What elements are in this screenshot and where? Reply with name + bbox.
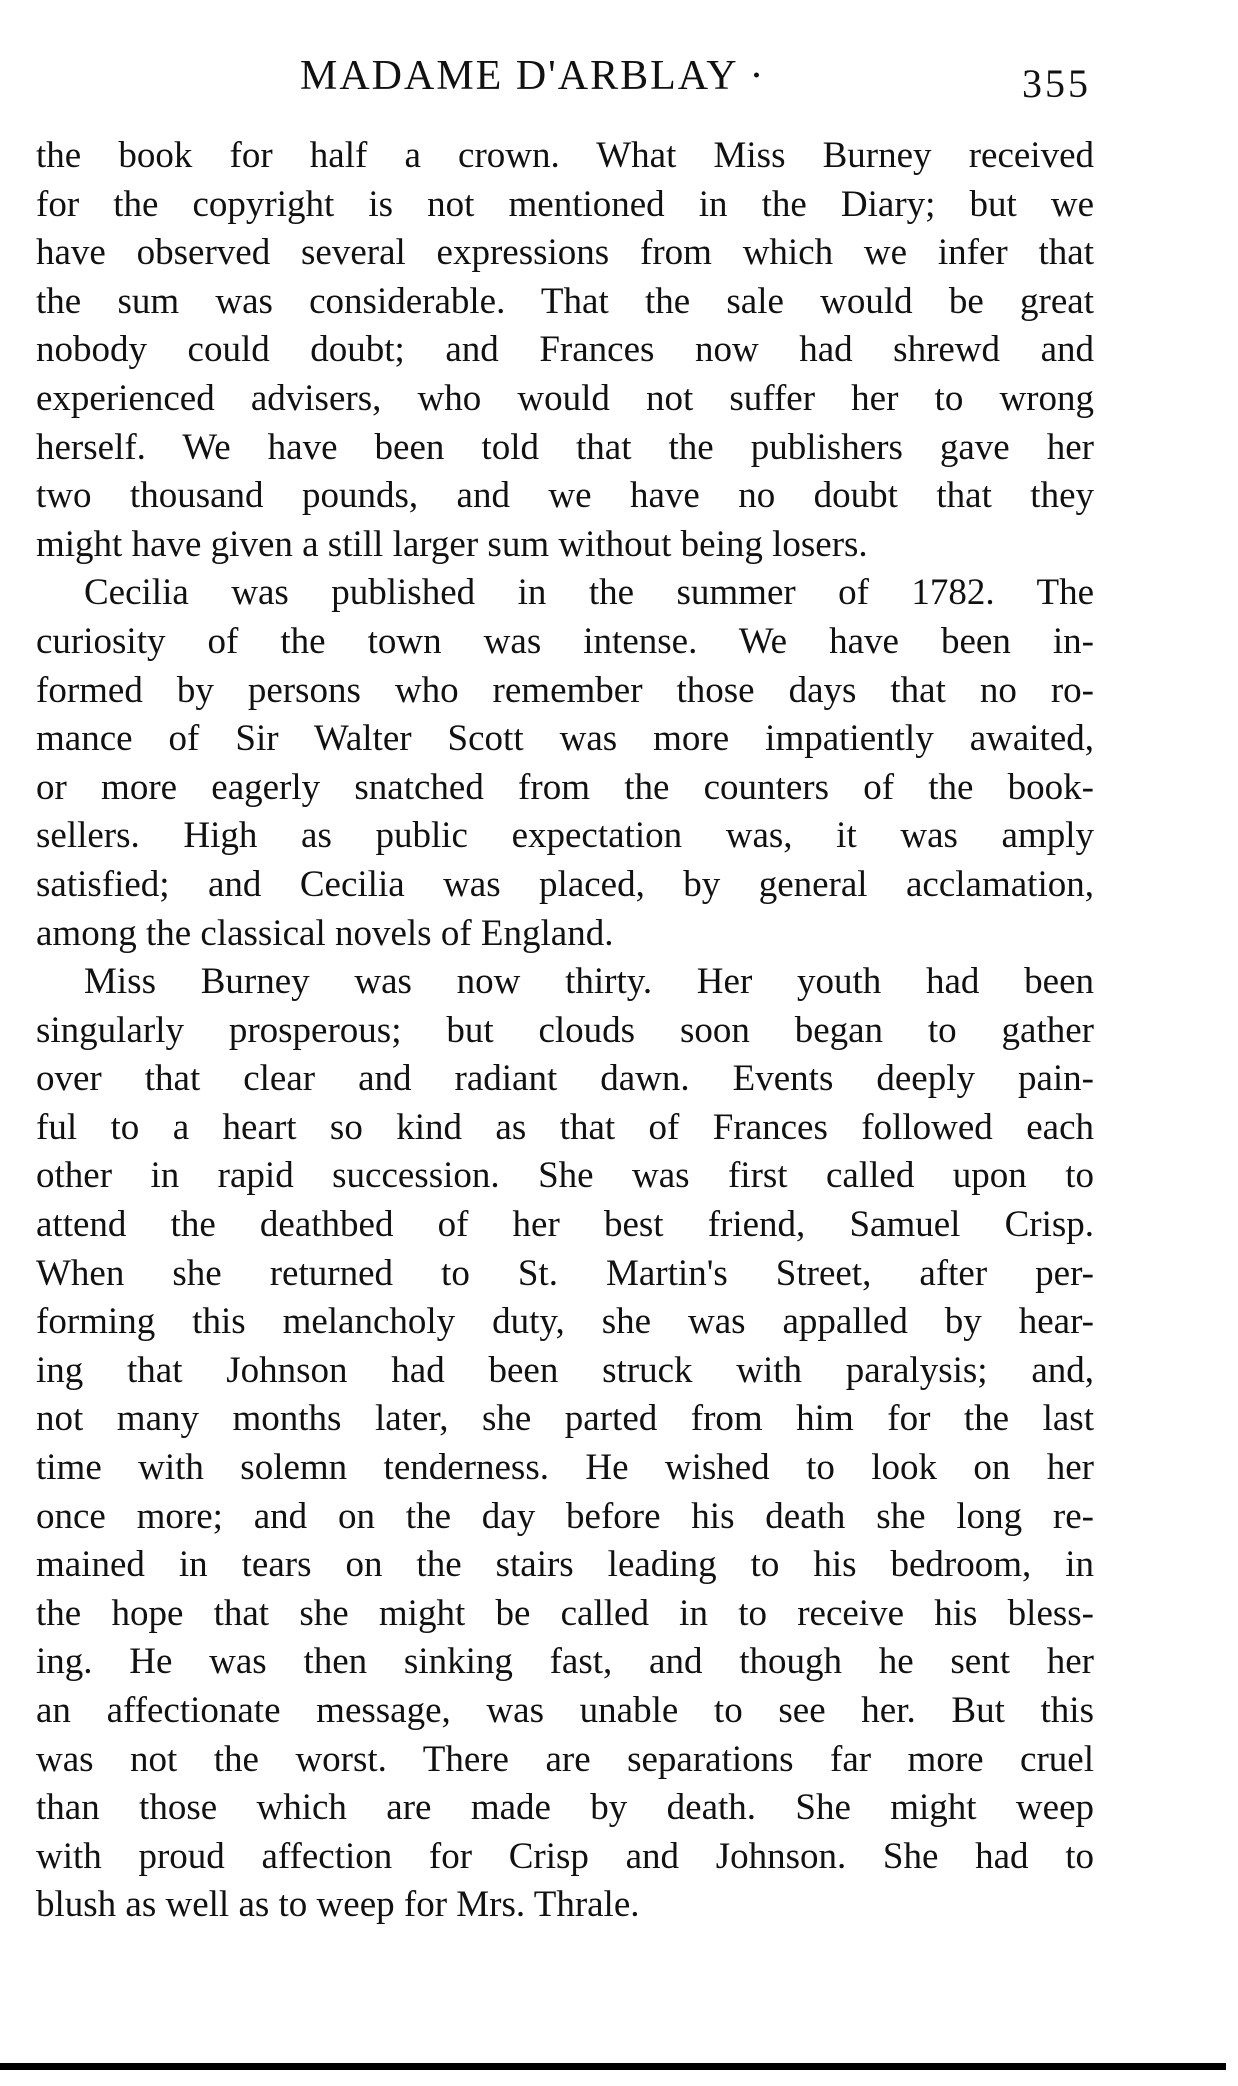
text-line: for the copyright is not mentioned in the Diary; but we	[36, 183, 1094, 225]
text-line: time with solemn tenderness. He wished to look on her	[36, 1447, 1094, 1489]
text-line: experienced advisers, who would not suffer her to wrong	[36, 377, 1094, 419]
text-line: curiosity of the town was intense. We have been in-	[36, 620, 1094, 662]
text-line: ing. He was then sinking fast, and though he sent her	[36, 1641, 1094, 1683]
text-line: might have given a still larger sum without being losers.	[36, 523, 868, 565]
text-line: attend the deathbed of her best friend, Samuel Crisp.	[36, 1204, 1094, 1246]
page-number: 355	[1022, 61, 1091, 106]
text-line: satisfied; and Cecilia was placed, by general acclamation,	[36, 863, 1094, 905]
text-line: the sum was considerable. That the sale would be great	[36, 280, 1094, 322]
running-title: MADAME D'ARBLAY ·	[300, 53, 766, 99]
text-line: blush as well as to weep for Mrs. Thrale.	[36, 1884, 640, 1926]
text-line: other in rapid succession. She was first called upon to	[36, 1155, 1094, 1197]
text-line: with proud affection for Crisp and Johnson. She had to	[36, 1835, 1094, 1877]
text-line: When she returned to St. Martin's Street, after per-	[36, 1252, 1094, 1294]
text-line: over that clear and radiant dawn. Events deeply pain-	[36, 1058, 1094, 1100]
text-line: than those which are made by death. She might weep	[36, 1787, 1094, 1829]
text-line: mained in tears on the stairs leading to his bedroom, in	[36, 1544, 1094, 1586]
text-line: ing that Johnson had been struck with paralysis; and,	[36, 1349, 1094, 1391]
text-line: Cecilia was published in the summer of 1782. The	[84, 572, 1094, 614]
text-line: have observed several expressions from which we infer that	[36, 232, 1094, 274]
text-line: the hope that she might be called in to receive his bless-	[36, 1592, 1094, 1634]
body-text	[36, 132, 1094, 1930]
bottom-rule	[0, 2063, 1226, 2070]
text-line: the book for half a crown. What Miss Burney received	[36, 135, 1094, 176]
text-line: singularly prosperous; but clouds soon began to gather	[36, 1009, 1094, 1051]
text-line: ful to a heart so kind as that of Frances followed each	[36, 1106, 1094, 1148]
text-line: sellers. High as public expectation was, it was amply	[36, 815, 1094, 857]
text-line: two thousand pounds, and we have no doubt that they	[36, 475, 1094, 517]
text-line: was not the worst. There are separations far more cruel	[36, 1738, 1094, 1780]
text-line: nobody could doubt; and Frances now had shrewd and	[36, 329, 1094, 371]
text-line: Miss Burney was now thirty. Her youth had been	[84, 961, 1094, 1003]
text-line: formed by persons who remember those days that no ro-	[36, 669, 1094, 711]
text-line: once more; and on the day before his death she long re-	[36, 1495, 1094, 1537]
text-line: forming this melancholy duty, she was appalled by hear-	[36, 1301, 1094, 1343]
text-line: herself. We have been told that the publishers gave her	[36, 426, 1094, 468]
text-line: or more eagerly snatched from the counters of the book-	[36, 766, 1094, 808]
page-header	[0, 52, 1238, 112]
text-line: an affectionate message, was unable to see her. But this	[36, 1690, 1094, 1731]
text-line: among the classical novels of England.	[36, 912, 614, 954]
text-line: mance of Sir Walter Scott was more impatiently awaited,	[36, 718, 1094, 760]
text-line: not many months later, she parted from him for the last	[36, 1398, 1094, 1440]
